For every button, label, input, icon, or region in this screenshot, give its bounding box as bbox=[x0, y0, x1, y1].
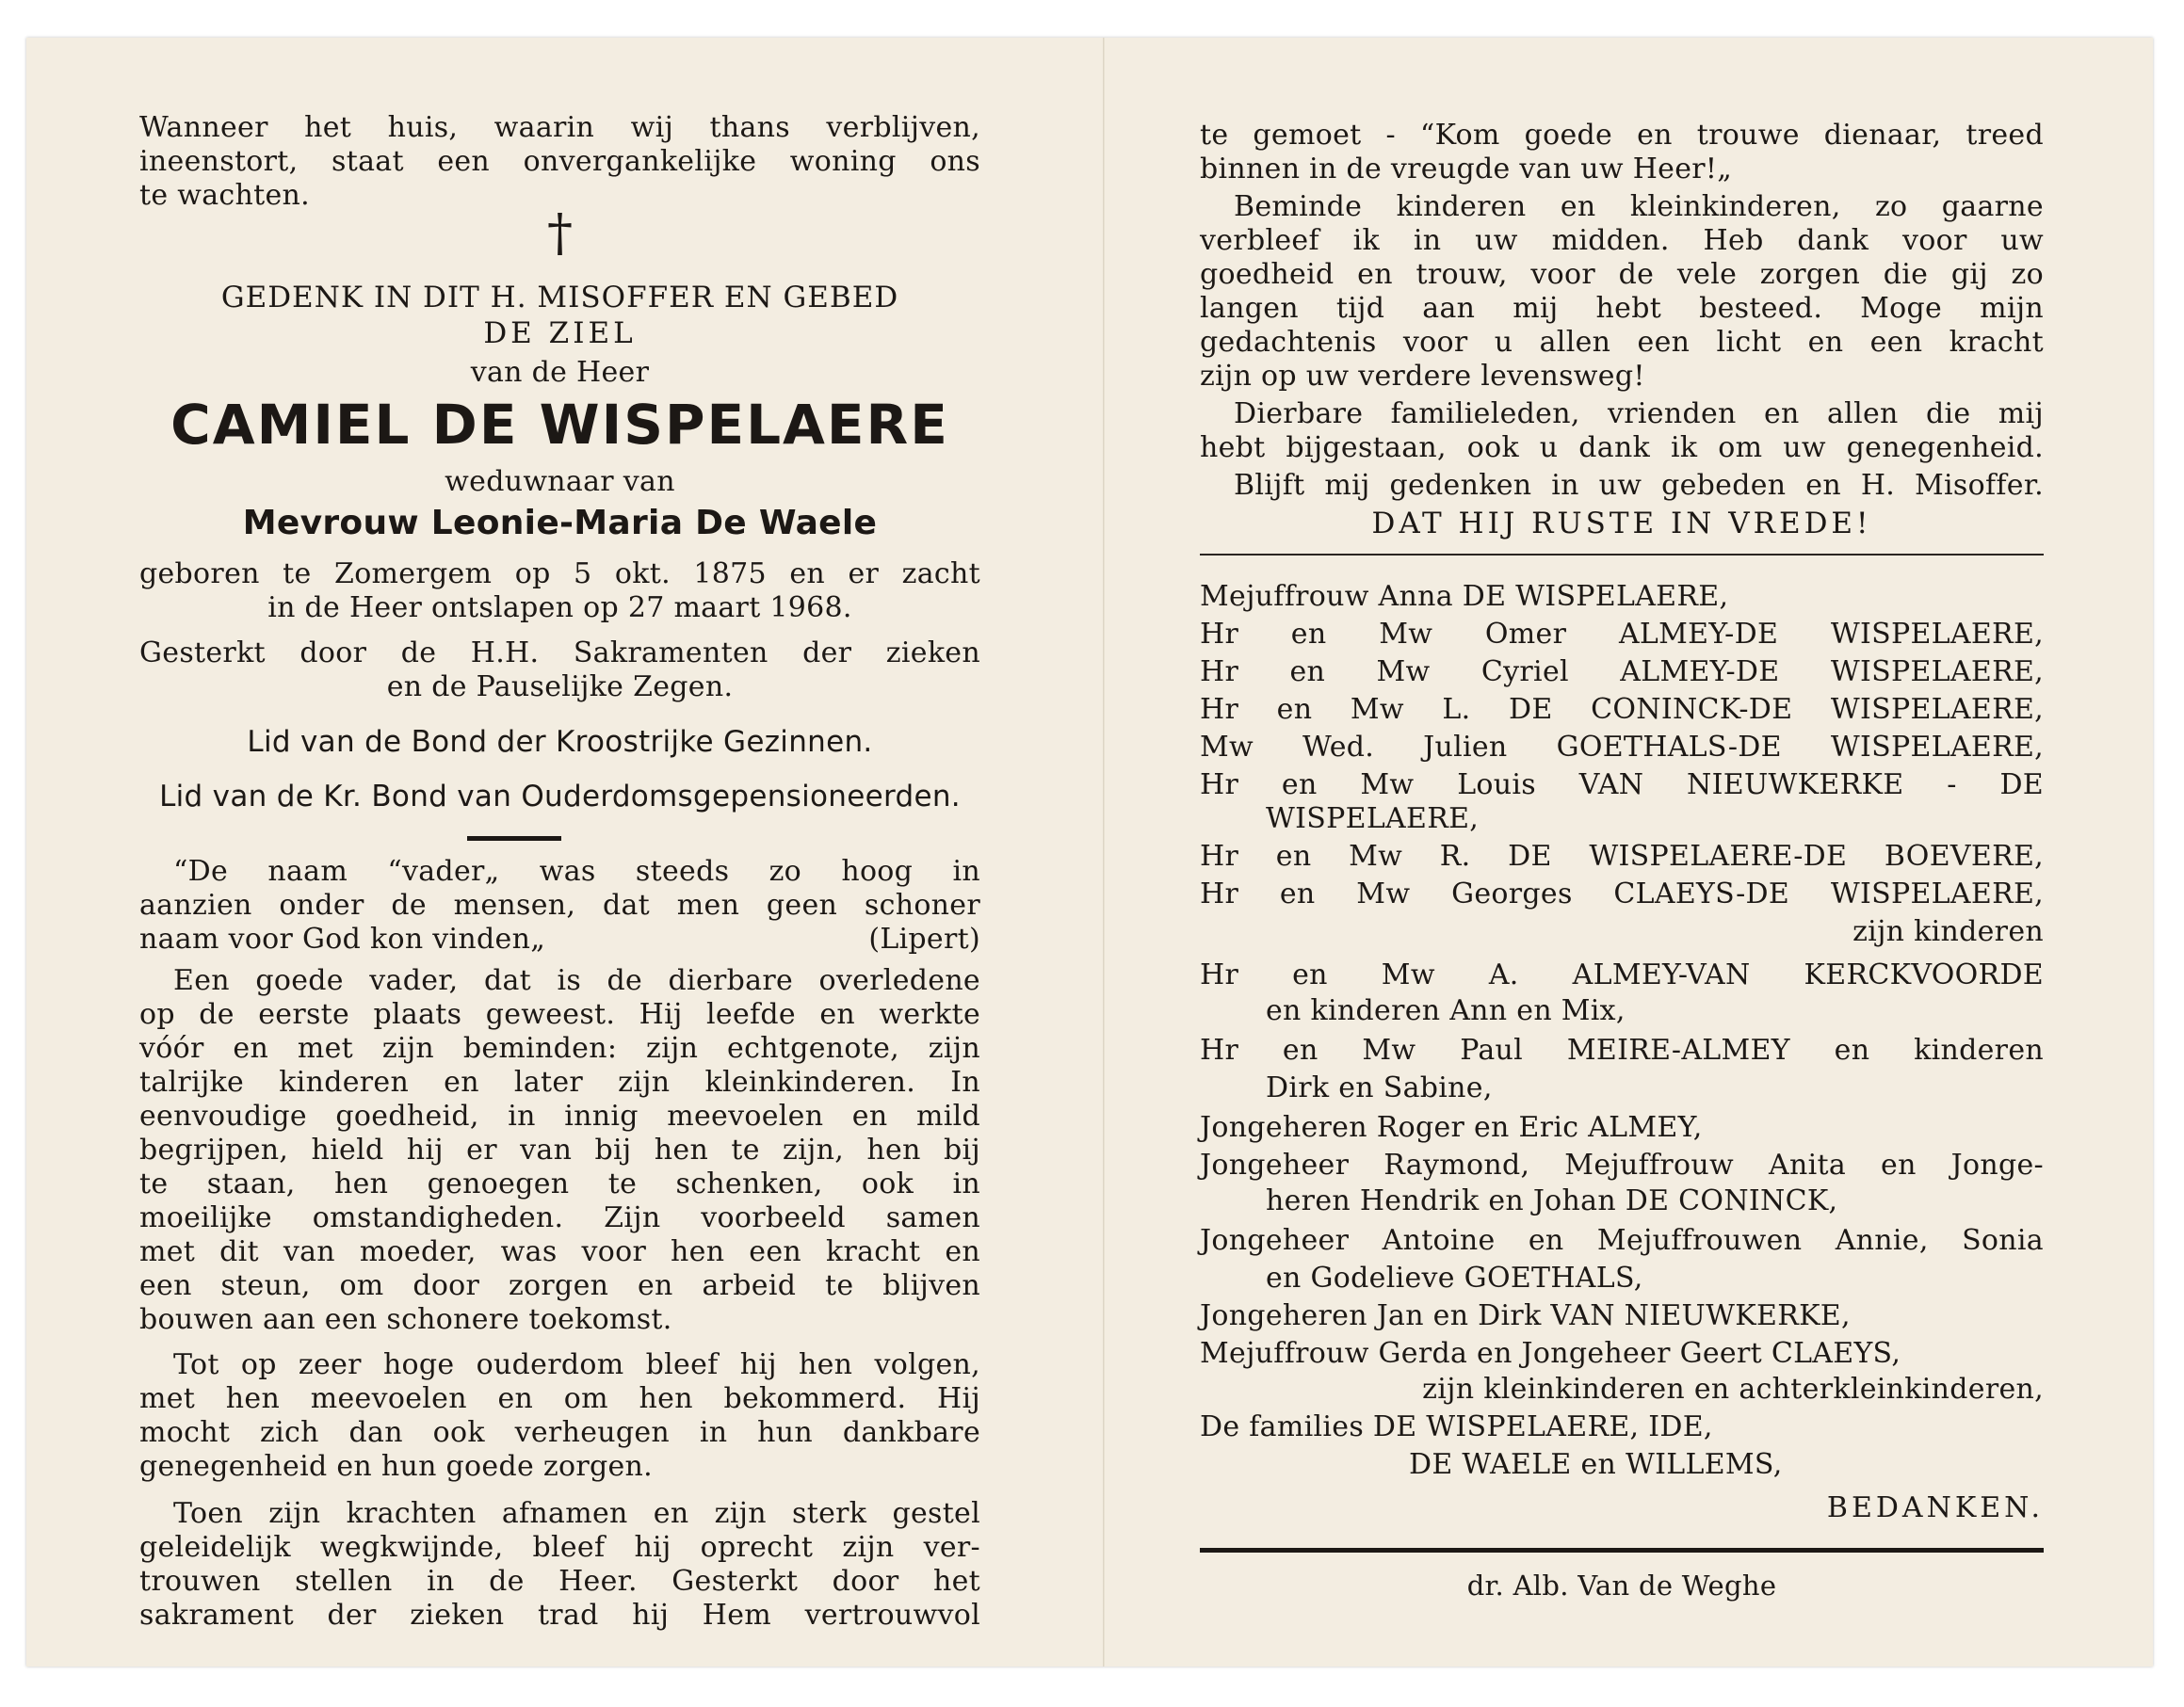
body-line: vóór en met zijn beminden: zijn echtgenote, zijn bbox=[139, 1032, 980, 1065]
divider bbox=[1200, 1548, 2044, 1553]
body-line: hebt bijgestaan, ook u dank ik om uw genegenheid. bbox=[1200, 431, 2044, 464]
families-line: De families DE WISPELAERE, IDE, bbox=[1200, 1410, 1713, 1443]
body-line: mocht zich dan ook verheugen in hun dankbare bbox=[139, 1416, 980, 1449]
body-line: bouwen aan een schonere toekomst. bbox=[139, 1303, 672, 1336]
divider bbox=[1200, 554, 2044, 556]
quote-line: “De naam “vader„ was steeds zo hoog in bbox=[173, 855, 980, 888]
family-line: Hr en Mw Omer ALMEY-DE WISPELAERE, bbox=[1200, 618, 2044, 651]
body-line: zijn op uw verdere levensweg! bbox=[1200, 360, 1645, 393]
family-line: WISPELAERE, bbox=[1266, 802, 1480, 835]
birth-death-line: in de Heer ontslapen op 27 maart 1968. bbox=[267, 591, 852, 624]
body-line: op de eerste plaats geweest. Hij leefde en werkte bbox=[139, 998, 980, 1031]
van-de-heer: van de Heer bbox=[470, 356, 650, 389]
spouse-name: Mevrouw Leonie-Maria De Waele bbox=[242, 504, 878, 542]
body-line: moeilijke omstandigheden. Zijn voorbeeld samen bbox=[139, 1201, 980, 1234]
body-line: te staan, hen genoegen te schenken, ook in bbox=[139, 1168, 980, 1200]
birth-death-line: geboren te Zomergem op 5 okt. 1875 en er zacht bbox=[139, 557, 980, 590]
body-line: goedheid en trouw, voor de vele zorgen die gij zo bbox=[1200, 258, 2044, 291]
family-line: Hr en Mw Louis VAN NIEUWKERKE - DE bbox=[1200, 768, 2044, 801]
sacraments-line: en de Pauselijke Zegen. bbox=[386, 670, 734, 703]
heading-line: DE ZIEL bbox=[483, 316, 637, 350]
quote-author: (Lipert) bbox=[868, 923, 980, 956]
intro-line: Wanneer het huis, waarin wij thans verblijven, bbox=[139, 111, 980, 144]
body-line: sakrament der zieken trad hij Hem vertrouwvol bbox=[139, 1599, 980, 1632]
body-line: Dierbare familieleden, vrienden en allen die mij bbox=[1234, 397, 2044, 430]
zijn-kinderen: zijn kinderen bbox=[1852, 915, 2044, 948]
family-line: Hr en Mw Cyriel ALMEY-DE WISPELAERE, bbox=[1200, 655, 2044, 688]
membership-line: Lid van de Bond der Kroostrijke Gezinnen. bbox=[247, 725, 873, 759]
body-line: verbleef ik in uw midden. Heb dank voor uw bbox=[1200, 224, 2044, 257]
body-line: eenvoudige goedheid, in innig meevoelen en mild bbox=[139, 1100, 980, 1133]
body-line: talrijke kinderen en later zijn kleinkinderen. In bbox=[139, 1066, 980, 1099]
family-line: Hr en Mw Georges CLAEYS-DE WISPELAERE, bbox=[1200, 878, 2044, 910]
body-line: Toen zijn krachten afnamen en zijn sterk gestel bbox=[173, 1497, 980, 1530]
body-line: binnen in de vreugde van uw Heer!„ bbox=[1200, 153, 1733, 185]
printer-credit: dr. Alb. Van de Weghe bbox=[1466, 1570, 1777, 1602]
bedanken: BEDANKEN. bbox=[1826, 1491, 2044, 1524]
grandchild-line: Jongeheren Roger en Eric ALMEY, bbox=[1200, 1111, 1703, 1144]
grandchildren-label: zijn kleinkinderen en achterkleinkinderen, bbox=[1422, 1373, 2044, 1406]
grandchild-line: en kinderen Ann en Mix, bbox=[1266, 994, 1626, 1027]
family-line: Hr en Mw L. DE CONINCK-DE WISPELAERE, bbox=[1200, 693, 2044, 726]
grandchild-line: Mejuffrouw Gerda en Jongeheer Geert CLAEYS, bbox=[1200, 1337, 1901, 1370]
heading-line: GEDENK IN DIT H. MISOFFER EN GEBED bbox=[220, 281, 899, 314]
memorial-card bbox=[26, 38, 2153, 1667]
family-line: Mw Wed. Julien GOETHALS-DE WISPELAERE, bbox=[1200, 731, 2044, 764]
family-line: Hr en Mw R. DE WISPELAERE-DE BOEVERE, bbox=[1200, 840, 2044, 873]
body-line: genegenheid en hun goede zorgen. bbox=[139, 1450, 653, 1483]
quote-line: aanzien onder de mensen, dat men geen schoner bbox=[139, 889, 980, 922]
grandchild-line: Jongeheer Raymond, Mejuffrouw Anita en Jonge- bbox=[1200, 1149, 2044, 1182]
grandchild-line: Jongeheren Jan en Dirk VAN NIEUWKERKE, bbox=[1200, 1299, 1851, 1332]
body-line: Beminde kinderen en kleinkinderen, zo gaarne bbox=[1234, 190, 2044, 223]
family-line: Mejuffrouw Anna DE WISPELAERE, bbox=[1200, 580, 1729, 613]
body-line: te gemoet - “Kom goede en trouwe dienaar, treed bbox=[1200, 119, 2044, 152]
body-line: een steun, om door zorgen en arbeid te blijven bbox=[139, 1269, 980, 1302]
body-line: met hen meevoelen en om hen bekommerd. Hij bbox=[139, 1382, 980, 1415]
membership-line: Lid van de Kr. Bond van Ouderdomsgepensioneerden. bbox=[159, 780, 961, 813]
grandchild-line: Jongeheer Antoine en Mejuffrouwen Annie, Sonia bbox=[1200, 1224, 2044, 1257]
grandchild-line: heren Hendrik en Johan DE CONINCK, bbox=[1266, 1184, 1838, 1217]
quote-line: naam voor God kon vinden„ bbox=[139, 923, 546, 956]
intro-line: ineenstort, staat een onvergankelijke woning ons bbox=[139, 145, 980, 178]
deceased-name: CAMIEL DE WISPELAERE bbox=[170, 393, 949, 457]
body-line: Een goede vader, dat is de dierbare overledene bbox=[173, 964, 980, 997]
divider bbox=[467, 836, 561, 841]
body-line: Blijft mij gedenken in uw gebeden en H. Misoffer. bbox=[1234, 469, 2044, 502]
weduwnaar-van: weduwnaar van bbox=[445, 465, 675, 498]
body-line: langen tijd aan mij hebt besteed. Moge mijn bbox=[1200, 292, 2044, 325]
grandchild-line: Hr en Mw Paul MEIRE-ALMEY en kinderen bbox=[1200, 1034, 2044, 1067]
intro-line: te wachten. bbox=[139, 179, 311, 212]
card-fold bbox=[1103, 38, 1105, 1667]
grandchild-line: en Godelieve GOETHALS, bbox=[1266, 1262, 1643, 1295]
body-line: gedachtenis voor u allen een licht en een kracht bbox=[1200, 326, 2044, 359]
cross-icon: † bbox=[547, 203, 573, 263]
grandchild-line: Hr en Mw A. ALMEY-VAN KERCKVOORDE bbox=[1200, 958, 2044, 991]
families-line: DE WAELE en WILLEMS, bbox=[1409, 1448, 1783, 1481]
rest-in-peace: DAT HIJ RUSTE IN VREDE! bbox=[1371, 507, 1872, 540]
body-line: Tot op zeer hoge ouderdom bleef hij hen volgen, bbox=[173, 1348, 980, 1381]
grandchild-line: Dirk en Sabine, bbox=[1266, 1071, 1493, 1104]
body-line: geleidelijk wegkwijnde, bleef hij oprecht zijn ver- bbox=[139, 1531, 980, 1564]
sacraments-line: Gesterkt door de H.H. Sakramenten der zieken bbox=[139, 636, 980, 669]
body-line: begrijpen, hield hij er van bij hen te zijn, hen bij bbox=[139, 1134, 980, 1167]
body-line: met dit van moeder, was voor hen een kracht en bbox=[139, 1235, 980, 1268]
body-line: trouwen stellen in de Heer. Gesterkt door het bbox=[139, 1565, 980, 1598]
